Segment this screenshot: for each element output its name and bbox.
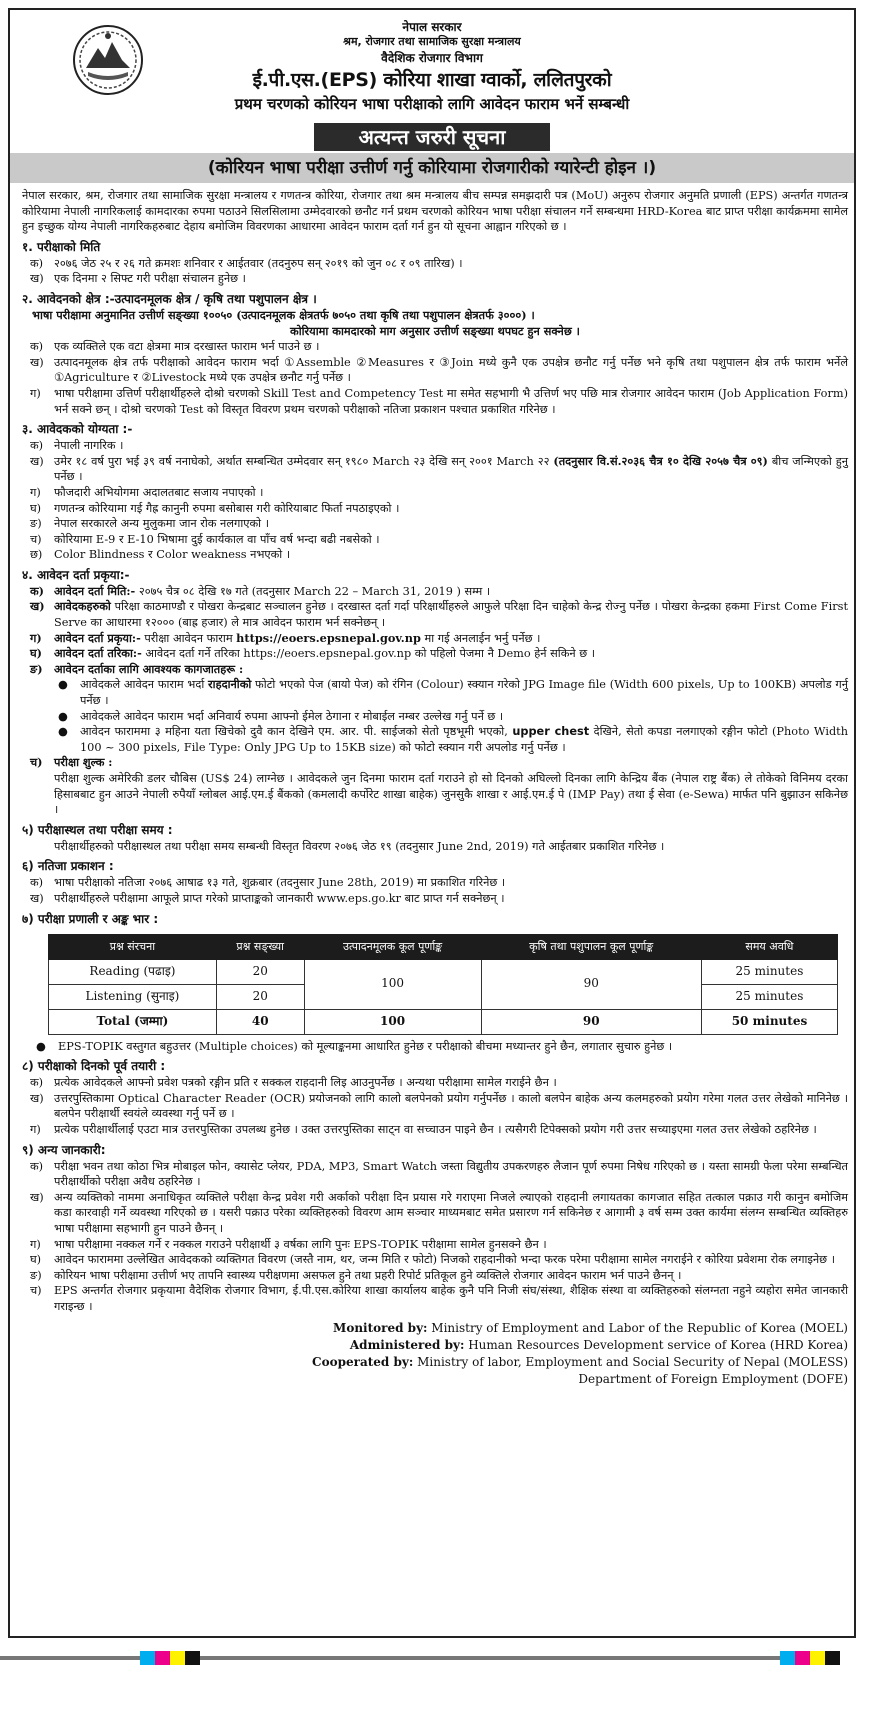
item-text: उत्पादनमूलक क्षेत्र तर्फ परीक्षाको आवेदन फाराम भर्दा ①Assemble ②Measures र ③Join मध्ये कुनै एक उपक्षेत्र छनौट गर्नु पर्नेछ भने कृषि तथा पशुपालन क्षेत्र तर्फ फाराम भर्नेले ①Agriculture र ②Livestock मध्ये एक उपक्षेत्र छनौट गर्नु पर्नेछ । [54, 355, 848, 385]
table-header: प्रश्न सङ्ख्या [216, 934, 304, 959]
print-rule-mid [200, 1656, 780, 1660]
item-label: आवेदकहरुको [54, 599, 111, 614]
item-marker: क) [30, 876, 44, 890]
item-text: प्रत्येक परीक्षार्थीलाई एउटा मात्र उत्तरपुस्तिका उपलब्ध हुनेछ । उक्त उत्तरपुस्तिका साट्न वा सच्चाउन पाइने छैन । त्यसैगरी टिपेक्सको प्रयोग गरी उत्तर सच्याइएमा गलत उत्तर लेखेको ठहरिनेछ । [54, 1122, 817, 1136]
credit-cooperated [22, 1354, 848, 1371]
bullet-part: देखिने, सेतो कपडा नलगाएको रङ्गीन फोटो (Photo Width 100 ~ 300 pixels, File Type: Only JPG Up to 15KB size) को फोटो स्क्यान गरी अपलोड गर्नु पर्नेछ । [80, 725, 848, 754]
item-label: परीक्षा शुल्क : [54, 755, 113, 770]
list-item [30, 485, 848, 501]
list-item [30, 271, 848, 287]
item-marker: च) [30, 1284, 42, 1298]
table-header: प्रश्न संरचना [49, 934, 217, 959]
section-exam-date: १. परीक्षाको मिति [22, 239, 101, 254]
print-rule-left [0, 1656, 140, 1660]
notice-body [22, 188, 848, 1388]
bullet-item [36, 1039, 848, 1055]
item-marker: ख) [30, 1190, 44, 1204]
table-cell: 90 [481, 1009, 701, 1034]
section-other-info: ९) अन्य जानकारी: [22, 1142, 106, 1157]
bullet-icon: ● [58, 725, 68, 739]
item-marker: छ) [30, 548, 43, 562]
bullet-part: upper chest [512, 725, 590, 739]
item-text: नेपाल सरकारले अन्य मुलुकमा जान रोक नलगाएको । [54, 517, 269, 531]
list-item [30, 454, 848, 485]
credit-value: Ministry of labor, Employment and Social Security of Nepal (MOLESS) [413, 1355, 848, 1370]
section-application-sector: २. आवेदनको क्षेत्र :-उत्पादनमूलक क्षेत्र / कृषि तथा पशुपालन क्षेत्र । [22, 291, 317, 306]
bullet-item [58, 677, 848, 708]
item-body: परिक्षा काठमाण्डौ र पोखरा केन्द्रबाट सञ्चालन हुनेछ । दरखास्त दर्ता गर्दा परिक्षार्थीहरुले आफुले परिक्षा दिन चाहेको केन्द्र रोज्नु पर्नेछ । पोखरा केन्द्रका हकमा First Come First Serve का आधारमा १२००० (बाह्र हजार) ले मात्र आवेदन फाराम भर्न सक्नेछन् । [54, 600, 848, 630]
black-swatch [825, 1651, 840, 1665]
credit-monitored [22, 1320, 848, 1337]
table-total-row [49, 1009, 838, 1034]
demand-note: कोरियामा कामदारको माग अनुसार उत्तीर्ण सङ्ख्या थपघट हुन सक्नेछ । [290, 323, 580, 338]
item-text: २०७६ जेठ २५ र २६ गते क्रमशः शनिवार र आईतवार (तदनुरुप सन् २०१९ को जुन ०८ र ०९ तारिख) । [54, 256, 463, 270]
credit-administered [22, 1337, 848, 1354]
table-cell: Listening (सुनाइ) [49, 984, 217, 1009]
item-marker: ख) [30, 355, 44, 369]
table-cell: 25 minutes [701, 984, 837, 1009]
item-text: एक दिनमा २ सिफ्ट गरी परीक्षा संचालन हुनेछ । [54, 272, 246, 286]
color-bar-right [780, 1651, 840, 1665]
list-item [30, 516, 848, 532]
item-body: मा गई अनलाईन भर्नु पर्नेछ । [420, 631, 541, 645]
section-eligibility: ३. आवेदकको योग्यता :- [22, 422, 133, 437]
credit-value: Ministry of Employment and Labor of the Republic of Korea (MOEL) [427, 1321, 848, 1336]
list-item [30, 755, 848, 771]
section-venue-time: ५) परीक्षास्थल तथा परीक्षा समय : [22, 822, 173, 837]
item-marker: च) [30, 755, 43, 770]
exam-system-table [48, 934, 838, 1035]
section-exam-system: ७) परीक्षा प्रणाली र अङ्क भार : [22, 911, 159, 926]
list-item [30, 339, 848, 355]
item-text: EPS अन्तर्गत रोजगार प्रकृयामा वैदेशिक रोजगार विभाग, ई.पी.एस.कोरिया शाखा कार्यालय बाहेक कुनै पनि निजी संघ/संस्था, शैक्षिक संस्था वा व्यक्तिहरुको संलग्नता नहुने व्यहोरा समेत जानकारी गराइन्छ । [54, 1284, 848, 1313]
list-item [30, 1122, 848, 1138]
item-label: आवेदन दर्ता मिति:- [54, 583, 136, 598]
item-marker: ग) [30, 1237, 41, 1251]
bullet-icon: ● [58, 709, 68, 723]
item-text: आवेदन फाराममा उल्लेखित आवेदकको व्यक्तिगत विवरण (जस्तै नाम, थर, जन्म मिति र फोटो) निजको राहदानीको भन्दा फरक परेमा परीक्षामा सामेल नगराईने र कोरिया प्रवेशमा रोक लगाइनेछ । [54, 1253, 835, 1267]
list-item [30, 256, 848, 272]
table-cell: Reading (पढाइ) [49, 959, 217, 984]
table-cell: Total (जम्मा) [49, 1009, 217, 1034]
age-text: उमेर १८ वर्ष पुरा भई ३९ वर्ष ननाघेको, अर्थात सम्बन्धित उम्मेदवार सन् १९८० March २३ देखि सन् २००१ March २२ [54, 454, 554, 468]
magenta-swatch [155, 1651, 170, 1665]
item-marker: ग) [30, 386, 41, 400]
list-item [30, 875, 848, 891]
pass-count-note: भाषा परीक्षामा अनुमानित उत्तीर्ण सङ्ख्या १००५० (उत्पादनमूलक क्षेत्रतर्फ ७०५० तथा कृषि तथा पशुपालन क्षेत्रतर्फ ३०००) । [32, 307, 535, 322]
color-bar-left [140, 1651, 200, 1665]
list-item [30, 1075, 848, 1091]
bullet-text [80, 724, 848, 755]
list-item [30, 646, 848, 662]
header-department: वैदेशिक रोजगार विभाग [381, 51, 483, 65]
table-header-row [49, 934, 838, 959]
credit-value: Human Resources Development service of Korea (HRD Korea) [464, 1338, 848, 1353]
credit-dofe: Department of Foreign Employment (DOFE) [578, 1372, 848, 1387]
bullet-part: आवेदकले आवेदन फाराम भर्दा [80, 678, 209, 692]
item-marker: ख) [30, 1091, 44, 1105]
disclaimer-banner: (कोरियन भाषा परीक्षा उत्तीर्ण गर्नु कोरियामा रोजगारीको ग्यारेन्टी होइन ।) [10, 153, 854, 183]
item-text [54, 454, 848, 485]
item-text [54, 599, 848, 630]
table-cell: 25 minutes [701, 959, 837, 984]
item-body: २०७५ चैत्र ०८ देखि १७ गते (तदनुसार March 22 – March 31, 2019 ) सम्म । [135, 584, 491, 598]
intro-paragraph: नेपाल सरकार, श्रम, रोजगार तथा सामाजिक सुरक्षा मन्त्रालय र गणतन्त्र कोरिया, रोजगार तथा श्रम मन्त्रालय बीच सम्पन्न समझदारी पत्र (MoU) अनुरुप रोजगार अनुमति प्रणाली (EPS) अन्तर्गत गणतन्त्र कोरियामा नेपाली नागरिकलाई कामदारका रुपमा पठाउने सिलसिलामा उम्मेदवारको छनौट गर्न प्रथम चरणको कोरियन भाषा परीक्षा संचालन गर्ने सम्बन्धमा HRD-Korea बाट प्राप्त परीक्षा कार्यक्रममा सामेल हुन इच्छुक योग्य नेपाली नागरिकहरुबाट देहाय बमोजिम विवरणका आधारमा आवेदन फाराम दर्ता गर्न हुन यो सूचना आह्वान गरिएको छ । [22, 189, 848, 234]
list-item [30, 438, 848, 454]
item-text [54, 646, 848, 662]
item-text: भाषा परीक्षाको नतिजा २०७६ आषाढ १३ गते, शुक्रबार (तदनुसार June 28th, 2019) मा प्रकाशित गरिनेछ । [54, 876, 506, 890]
black-swatch [185, 1651, 200, 1665]
age-bs-dates: (तदनुसार वि.सं.२०३६ चैत्र १० देखि २०५७ चैत्र ०९) [553, 453, 768, 468]
credit-label: Monitored by: [333, 1321, 428, 1336]
credits-block [22, 1320, 848, 1388]
item-text [54, 631, 848, 647]
item-marker: क) [30, 583, 45, 598]
bullet-part: राहदानीको [208, 677, 252, 692]
item-marker: घ) [30, 501, 42, 515]
item-marker: ख) [30, 454, 44, 468]
item-text [54, 584, 848, 600]
item-marker: क) [30, 1076, 44, 1090]
item-text: परीक्षार्थीहरुले परीक्षामा आफूले प्राप्त गरेको प्राप्ताङ्कको जानकारी www.eps.go.kr बाट प्राप्त गर्न सक्नेछन् । [54, 891, 505, 905]
list-item [30, 631, 848, 647]
item-text: भाषा परीक्षामा उत्तिर्ण परीक्षार्थीहरुले दोश्रो चरणको Skill Test and Competency Test मा समेत सहभागी भै उत्तिर्ण भए पछि मात्र रोजगार आवेदन फाराम (Job Application Form) भर्न सक्ने छन् । दोश्रो चरणको Test को विस्तृत विवरण प्रथम चरणको परीक्षाको नतिजा प्रकाशन पश्चात प्रकाशित गरिनेछ । [54, 386, 848, 416]
header-ministry: श्रम, रोजगार तथा सामाजिक सुरक्षा मन्त्रालय [343, 35, 521, 48]
credit-label: Cooperated by: [312, 1355, 414, 1370]
registration-url-link[interactable]: https://eoers.epsnepal.gov.np [236, 630, 421, 645]
bullet-text [80, 677, 848, 708]
item-text: Color Blindness र Color weakness नभएको । [54, 548, 291, 562]
header-govt: नेपाल सरकार [402, 20, 462, 34]
bullet-icon: ● [36, 1039, 46, 1053]
item-label: आवेदन दर्ताका लागि आवश्यक कागजातहरू : [54, 661, 244, 676]
item-marker: क) [30, 340, 44, 354]
list-item [30, 1159, 848, 1190]
item-marker: ग) [30, 1122, 41, 1136]
bullet-icon: ● [58, 678, 68, 692]
venue-text: परीक्षार्थीहरुको परीक्षास्थल तथा परीक्षा समय सम्बन्धी विस्तृत विवरण २०७६ जेठ १९ (तदनुसार June 2nd, 2019) गते आईतबार प्रकाशित गरिनेछ । [54, 839, 665, 853]
item-marker: क) [30, 1159, 44, 1173]
cyan-swatch [140, 1651, 155, 1665]
table-cell: 20 [216, 959, 304, 984]
item-marker: ख) [30, 599, 45, 614]
item-marker: ख) [30, 891, 44, 905]
table-cell: 50 minutes [701, 1009, 837, 1034]
table-cell: 90 [481, 959, 701, 1009]
item-text: उत्तरपुस्तिकामा Optical Character Reader (OCR) प्रयोजनको लागि कालो बलपेनको प्रयोग गर्नुपर्नेछ । कालो बलपेन बाहेक अन्य कलमहरुको प्रयोग गरेमा गलत उत्तर लेखेको मानिनेछ । बलपेन परीक्षार्थी स्वयंले व्यवस्था गर्नु पर्ने छ । [54, 1091, 848, 1121]
item-text: भाषा परीक्षामा नक्कल गर्ने र नक्कल गराउने परीक्षार्थी ३ वर्षका लागि पुनः EPS-TOPIK परीक्षामा सामेल हुनसक्ने छैन । [54, 1237, 547, 1251]
table-cell: 100 [304, 1009, 481, 1034]
list-item [30, 1268, 848, 1284]
item-text: परीक्षा भवन तथा कोठा भित्र मोबाइल फोन, क्यासेट प्लेयर, PDA, MP3, Smart Watch जस्ता विद्युतीय उपकरणहरु लैजान पूर्ण रुपमा निषेध गरिएको छ । यस्ता सामग्री फेला परेमा सम्बन्धित परीक्षार्थीको परीक्षा अवैध ठहरिनेछ । [54, 1159, 848, 1189]
list-item [30, 386, 848, 417]
item-body: परीक्षा आवेदन फाराम [140, 631, 237, 645]
list-item [30, 501, 848, 517]
list-item [30, 355, 848, 386]
item-marker: क) [30, 256, 44, 270]
list-item [30, 532, 848, 548]
item-text: कोरियन भाषा परीक्षामा उत्तीर्ण भए तापनि स्वास्थ्य परीक्षणमा असफल हुने तथा प्रहरी रिपोर्ट प्रतिकूल हुने व्यक्तिले रोजगार आवेदन फाराम भर्न पाउने छैनन् । [54, 1268, 682, 1282]
bullet-item [58, 709, 848, 725]
yellow-swatch [810, 1651, 825, 1665]
yellow-swatch [170, 1651, 185, 1665]
item-text: अन्य व्यक्तिको नाममा अनाधिकृत व्यक्तिले परीक्षा केन्द्र प्रवेश गरी अर्काको परीक्षा दिन प्रयास गरे गराएमा निजले ल्याएको राहदानी लगायतका कागजात सहित तत्काल पक्राउ गरी कानुन बमोजिम कडा कारवाही गर्ने व्यवस्था गरिएको छ । यसरी पक्राउ परेका व्यक्तिहरुको विवरण आम सञ्चार माध्यमबाट समेत प्रसारण गर्न सकिनेछ र आगामी ३ वर्ष सम्म उक्त कार्यमा संलग्न सम्बन्धित व्यक्तिहरु भाषा परीक्षामा सहभागी हुन पाउने छैनन् । [54, 1190, 848, 1235]
list-item [30, 662, 848, 678]
list-item [30, 1190, 848, 1237]
table-cell: 100 [304, 959, 481, 1009]
credit-label: Administered by: [349, 1338, 465, 1353]
item-marker: च) [30, 532, 42, 546]
item-marker: ङ) [30, 661, 43, 676]
bullet-item [58, 724, 848, 755]
bullet-part: फोटो भएको पेज (बायो पेज) को रंगिन (Colour) स्क्यान गरेको JPG Image file (Width 600 pixels, Up to 100KB) अपलोड गर्नु पर्नेछ । [80, 678, 848, 708]
magenta-swatch [795, 1651, 810, 1665]
list-item [30, 1283, 848, 1314]
table-header: समय अवधि [701, 934, 837, 959]
header-subtitle: प्रथम चरणको कोरियन भाषा परीक्षाको लागि आवेदन फाराम भर्ने सम्बन्धी [234, 95, 630, 113]
list-item [30, 599, 848, 630]
table-cell: 40 [216, 1009, 304, 1034]
item-label: आवेदन दर्ता तरिका:- [54, 646, 142, 661]
item-text: कोरियामा E-9 र E-10 भिषामा दुई कार्यकाल वा पाँच वर्ष भन्दा बढी नबसेको । [54, 532, 380, 546]
section-registration-process: ४. आवेदन दर्ता प्रकृया:- [22, 567, 130, 582]
bullet-text: आवेदकले आवेदन फाराम भर्दा अनिवार्य रुपमा आफ्नो ईमेल ठेगाना र मोबाईल नम्बर उल्लेख गर्नु पर्ने छ । [80, 709, 504, 723]
item-marker: घ) [30, 646, 43, 661]
item-text: नेपाली नागरिक । [54, 439, 124, 453]
item-text: एक व्यक्तिले एक वटा क्षेत्रमा मात्र दरखास्त फाराम भर्न पाउने छ । [54, 340, 320, 354]
table-cell: 20 [216, 984, 304, 1009]
item-marker: ग) [30, 485, 41, 499]
item-marker: ग) [30, 630, 42, 645]
item-marker: ङ) [30, 517, 42, 531]
cyan-swatch [780, 1651, 795, 1665]
age-suffix: बीच जन्मिएको हुनु पर्नेछ । [54, 454, 848, 484]
item-label: आवेदन दर्ता प्रकृया:- [54, 630, 141, 645]
header-title: ई.पी.एस.(EPS) कोरिया शाखा ग्वार्को, ललितपुरको [252, 69, 612, 91]
list-item [30, 1237, 848, 1253]
item-body: आवेदन दर्ता गर्ने तरिका https://eoers.epsnepal.gov.np को पहिलो पेजमा नै Demo हेर्न सकिने छ । [141, 647, 596, 661]
urgent-notice-banner: अत्यन्त जरुरी सूचना [314, 123, 550, 151]
item-marker: घ) [30, 1253, 42, 1267]
exam-fee-text: परीक्षा शुल्क अमेरिकी डलर चौबिस (US$ 24) लाग्नेछ । आवेदकले जुन दिनमा फाराम दर्ता गराउने हो सो दिनको अघिल्लो दिनका लागि केन्द्रिय बैंक (नेपाल राष्ट्र बैंक) ले तोकेको विनिमय दरका हिसाबबाट हुन आउने नेपाली रुपैयाँ ग्लोबल आई.एम.ई बैंकको (कमलादी कर्पोरेट शाखा बाहेक) जुनसुकै शाखा र आई.एम.ई पे (IMP Pay) तथा ई सेवा (e-Sewa) मार्फत पनि बुझाउन सकिनेछ । [54, 772, 848, 817]
item-text: प्रत्येक आवेदकले आफ्नो प्रवेश पत्रको रङ्गीन प्रति र सक्कल राहदानी लिइ आउनुपर्नेछ । अन्यथा परीक्षामा सामेल गराईने छैन । [54, 1076, 557, 1090]
item-marker: ङ) [30, 1268, 42, 1282]
list-item [30, 1091, 848, 1122]
bullet-text: EPS-TOPIK वस्तुगत बहुउत्तर (Multiple choices) को मूल्याङ्कनमा आधारित हुनेछ र परीक्षाको बीचमा मध्यान्तर हुने छैन, लगातार सुचारु हुनेछ । [58, 1039, 673, 1053]
list-item [30, 1252, 848, 1268]
item-text: फौजदारी अभियोगमा अदालतबाट सजाय नपाएको । [54, 485, 264, 499]
table-header: उत्पादनमूलक कूल पूर्णाङ्क [304, 934, 481, 959]
table-header: कृषि तथा पशुपालन कूल पूर्णाङ्क [481, 934, 701, 959]
list-item [30, 547, 848, 563]
notice-header [10, 10, 854, 125]
bullet-part: आवेदन फाराममा ३ महिना यता खिचेको दुवै कान देखिने एम. आर. पी. साईजको सेतो पृष्ठभूमी भएको, [80, 725, 513, 739]
table-row [49, 959, 838, 984]
list-item [30, 891, 848, 907]
section-preparation: ८) परीक्षाको दिनको पूर्व तयारी : [22, 1059, 166, 1074]
item-text: गणतन्त्र कोरियामा गई गैह्र कानुनी रुपमा बसोबास गरी कोरियाबाट फिर्ता नपठाइएको । [54, 501, 400, 515]
notice-page [8, 8, 856, 1638]
item-marker: ख) [30, 272, 44, 286]
section-results: ६) नतिजा प्रकाशन : [22, 859, 114, 874]
item-marker: क) [30, 439, 44, 453]
list-item [30, 584, 848, 600]
